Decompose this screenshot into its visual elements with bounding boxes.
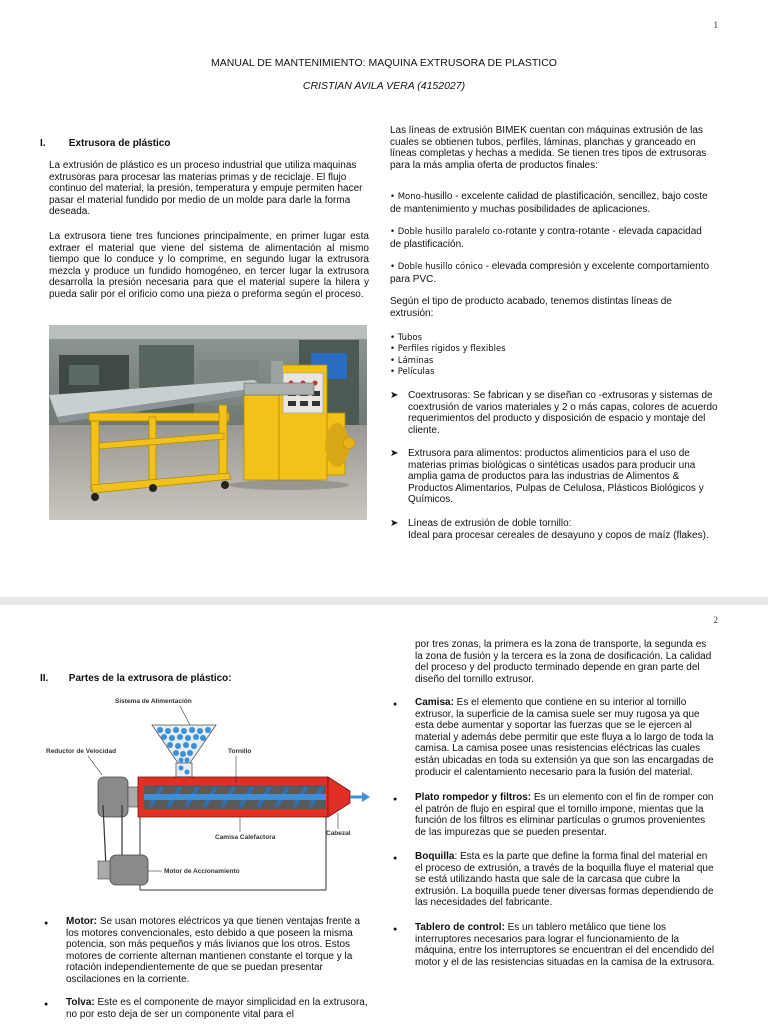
list-item-text bbox=[415, 792, 715, 838]
product-list bbox=[390, 333, 690, 379]
document-title: MANUAL DE MANTENIMIENTO: MAQUINA EXTRUSORA DE PLASTICO bbox=[211, 57, 557, 69]
extruder-type-parallel bbox=[390, 226, 715, 250]
section-title: Partes de la extrusora de plástico: bbox=[68, 673, 232, 684]
section-heading-2 bbox=[40, 673, 232, 684]
list-item-text: Extrusora para alimentos: productos alimenticios para el uso de materias primas biológicas o sintéticas usados para producir una amplia gama de productos para las industrias de Alimentos & Productos Alimentarios, Pulpas de Celulosa, Plásticos Biológicos y Químicos. bbox=[408, 448, 704, 506]
paragraph-bimek: Las líneas de extrusión BIMEK cuentan con máquinas extrusión de las cuales se obtienen tubos, perfiles, láminas, planchas y granceado en líneas completas y hechas a medida. Se tienen tres tipos de extrusoras para la más amplia oferta de productos finales: bbox=[390, 125, 707, 171]
page-number: 1 bbox=[713, 20, 718, 30]
term: Plato rompedor y filtros: bbox=[415, 792, 532, 803]
list-item-text bbox=[66, 997, 372, 1020]
label-screw: Tornillo bbox=[228, 748, 252, 755]
list-item-text bbox=[415, 922, 715, 968]
extruder-type-conical bbox=[390, 261, 715, 285]
label-head: Cabezal bbox=[326, 830, 351, 837]
extruder-machine-image bbox=[49, 325, 367, 520]
type-text: rotante y contra-rotante - elevada capacidad de plastificación. bbox=[390, 226, 702, 250]
line-desc: Ideal para procesar cereales de desayuno y copos de maíz (flakes). bbox=[408, 529, 709, 541]
definition: Se usan motores eléctricos ya que tienen ventajas frente a los motores convencionales, esto debido a que poseen la misma potencia, son más pequeños y más livianos que los otros. Estos motores de corriente alternan mantienen constante el torque y la rotación independientemente de que se puedan presentar oscilaciones en la corriente. bbox=[66, 916, 361, 985]
extruder-diagram-svg bbox=[40, 695, 370, 893]
bullet-icon: ● bbox=[393, 926, 398, 933]
label-drive-motor: Motor de Accionamiento bbox=[164, 868, 240, 875]
type-label: • Mono- bbox=[390, 192, 425, 202]
arrow-bullet-icon: ➤ bbox=[390, 390, 399, 401]
definition: Es un elemento con el fin de romper con el patrón de flujo en espiral que el tornillo impone, mientas que la función de los filtros es eliminar partículas o grumos provenientes de las impurezas que se pueden presentar. bbox=[415, 792, 714, 838]
extruder-type-mono bbox=[390, 191, 715, 215]
label-heater-jacket: Camisa Calefactora bbox=[215, 834, 276, 841]
definition: : Esta es la parte que define la forma final del material en el proceso de extrusión, a través de la boquilla fluye el material que se está utilizando hasta que sale de la carcasa que cubre la extrusión. La boquilla puede tener diversas formas dependiendo de las necesidades del fabricante. bbox=[415, 851, 714, 909]
list-item-text bbox=[415, 851, 715, 909]
section-number: I. bbox=[40, 138, 46, 149]
section-heading-1 bbox=[40, 138, 170, 149]
term: Tablero de control: bbox=[415, 922, 505, 933]
list-item-text bbox=[66, 916, 372, 986]
paragraph-screw-zones: por tres zonas, la primera es la zona de transporte, la segunda es la zona de fusión y la tercera es la zona de dosificación. La calidad del proceso y del producto terminado depende en gran parte del diseño del tornillo extrusor. bbox=[415, 639, 712, 685]
definition: Es el elemento que contiene en su interior al tornillo extrusor, la superficie de la camisa suele ser muy rugosa ya que esta debe aumentar y soportar las fuerzas que se le ejercen al material y además debe permitir que este fluya a lo largo de toda la camisa. La camisa posee unas resistencias eléctricas las cuales están ubicadas en toda su extensión ya que son las encargadas de producir el calentamiento necesario para la fusión del material. bbox=[415, 697, 714, 778]
term: Tolva: bbox=[66, 997, 95, 1008]
list-item-text bbox=[408, 518, 718, 541]
list-item: • Perfiles rígidos y flexibles bbox=[390, 344, 506, 355]
type-label: • Doble husillo cónico bbox=[390, 262, 483, 272]
arrow-bullet-icon: ➤ bbox=[390, 518, 399, 529]
section-number: II. bbox=[40, 673, 49, 684]
page-separator bbox=[0, 597, 768, 605]
bullet-icon: ● bbox=[44, 1001, 49, 1008]
paragraph-lines-intro: Según el tipo de producto acabado, tenemos distintas líneas de extrusión: bbox=[390, 296, 672, 319]
definition: Es un tablero metálico que tiene los interruptores necesarios para lograr el funcionamiento de la máquina, entre los interruptores se encuentran el del encendido del motor y el de las resistencias situadas en la camisa de la extrusora. bbox=[415, 922, 715, 968]
arrow-bullet-icon: ➤ bbox=[390, 448, 399, 459]
type-text: husillo - excelente calidad de plastificación, sencillez, bajo coste de mantenimiento y muchas posibilidades de aplicaciones. bbox=[390, 191, 708, 215]
bullet-icon: ● bbox=[393, 796, 398, 803]
list-item-text bbox=[415, 697, 715, 778]
document-author: CRISTIAN AVILA VERA (4152027) bbox=[302, 80, 466, 92]
list-item: • Láminas bbox=[390, 355, 434, 366]
section-title: Extrusora de plástico bbox=[68, 138, 171, 149]
paragraph-functions: La extrusora tiene tres funciones principalmente, en primer lugar esta extraer el material que viene del sistema de alimentación al mismo tiempo que lo conduce y lo comprime, en segundo lugar la extrusora mezcla y produce un fundido homogéneo, en tercer lugar la extrusora desarrolla la presión necesaria para que el material supere la hilera y pueda salir por el orificio como una pieza o preforma según el proceso. bbox=[49, 231, 369, 300]
bullet-icon: ● bbox=[393, 855, 398, 862]
list-item-text: Coextrusoras: Se fabrican y se diseñan co -extrusoras y sistemas de coextrusión de varios materiales y 2 o más capas, colores de acuerdo requerimientos del producto y disposición de espacio y montaje del cliente. bbox=[408, 390, 718, 436]
paragraph-intro: La extrusión de plástico es un proceso industrial que utiliza maquinas extrusoras para procesar las materias primas y de reciclaje. El flujo continuo del material, la presión, temperatura y empuje permiten hacer pasar el material fundido por medio de un molde para darle la forma deseada. bbox=[49, 160, 363, 218]
extruder-parts-diagram bbox=[40, 695, 370, 893]
line-title: Líneas de extrusión de doble tornillo: bbox=[408, 518, 572, 529]
bullet-icon: ● bbox=[393, 701, 398, 708]
term: Camisa: bbox=[415, 697, 454, 708]
list-item: • Películas bbox=[390, 367, 435, 378]
term: Boquilla bbox=[415, 851, 455, 862]
definition: Este es el componente de mayor simplicidad en la extrusora, no por esto deja de ser un componente vital para el bbox=[66, 997, 368, 1020]
type-label: • Doble husillo paralelo co- bbox=[390, 227, 506, 237]
label-speed-reducer: Reductor de Velocidad bbox=[46, 748, 117, 755]
extruder-machine-photo bbox=[49, 325, 367, 520]
label-feed-system: Sistema de Alimentación bbox=[115, 698, 192, 705]
type-text: - elevada compresión y excelente comportamiento para PVC. bbox=[390, 261, 710, 285]
page-number: 2 bbox=[713, 615, 718, 625]
list-item: • Tubos bbox=[390, 333, 423, 343]
bullet-icon: ● bbox=[44, 920, 49, 927]
term: Motor: bbox=[66, 916, 98, 927]
document-page-2 bbox=[0, 605, 768, 1024]
